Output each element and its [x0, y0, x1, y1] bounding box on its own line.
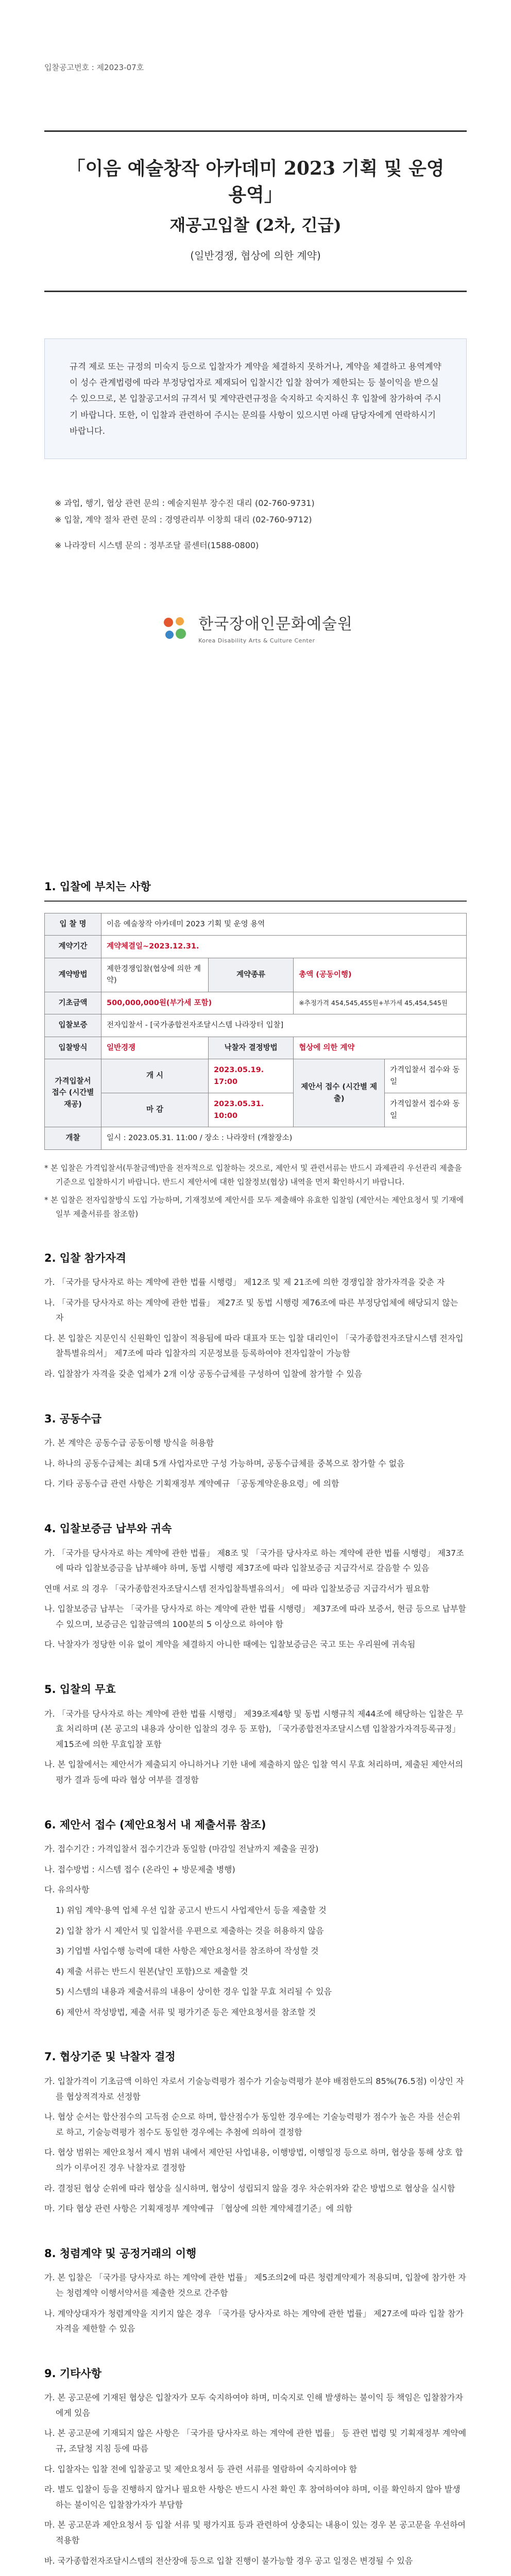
section-title: 6. 제안서 접수 (제안요청서 내 제출서류 참조) — [44, 1818, 266, 1831]
paragraph: 가. 입찰가격이 기초금액 이하인 자로서 기술능력평가 점수가 기술능력평가 분야 배점한도의 85%(76.5점) 이상인 자를 협상적격자로 선정함 — [44, 2076, 464, 2102]
table-cell: 일시 : 2023.05.31. 11:00 / 장소 : 나라장터 (개찰장소) — [101, 1127, 467, 1149]
doc-number: 입찰공고번호 : 제2023-07호 — [44, 63, 144, 72]
table-header: 낙찰자 결정방법 — [208, 1037, 293, 1059]
section-proposal-submission — [44, 1817, 467, 2020]
paragraph: 나. 협상 순서는 합산점수의 고득점 순으로 하며, 합산점수가 동일한 경우에는 기술능력평가 점수가 높은 자를 선순위로 하고, 기술능력평가 점수도 동일한 경우에는 추첨에 의하여 결정함 — [44, 2112, 461, 2137]
paragraph: 나. 하나의 공동수급체는 최대 5개 사업자로만 구성 가능하며, 공동수급체를 중복으로 참가할 수 없음 — [44, 1458, 405, 1468]
section-title: 3. 공동수급 — [44, 1412, 102, 1425]
contact-line: ※ 과업, 행기, 협상 관련 문의 : 예술지원부 장수진 대리 (02-760-9731) — [55, 498, 315, 509]
section-title: 4. 입찰보증금 납부와 귀속 — [44, 1522, 172, 1535]
section-award — [44, 2048, 467, 2216]
doc-subtitle: 재공고입찰 (2차, 긴급) — [169, 215, 342, 235]
paragraph: 나. 접수방법 : 시스템 접수 (온라인 + 방문제출 병행) — [44, 1864, 235, 1874]
paragraph: 가. 본 계약은 공동수급 공동이행 방식을 허용함 — [44, 1438, 214, 1448]
org-logo-name: 한국장애인문화예술원 — [198, 615, 353, 633]
paragraph: 가. 「국가를 당사자로 하는 계약에 관한 법률 시행령」 제39조제4항 및 동법 시행규칙 제44조에 해당하는 입찰은 무효 처리하며 (본 공고의 내용과 상이한 입찰의 경우 등 포함), 「국가종합전자조달시스템 입찰참가자격등록규정」 제15조에 의한 무효입찰 포함 — [44, 1708, 464, 1749]
section-misc — [44, 2365, 467, 2568]
paragraph: 다. 본 입찰은 지문인식 신원확인 입찰이 적용됨에 따라 대표자 또는 입찰 대리인이 「국가종합전자조달시스템 전자입찰특별유의서」 제7조에 따라 입찰자의 지문정보를 등록하여야 전자입찰이 가능함 — [44, 1333, 464, 1359]
paragraph: 마. 기타 협상 관련 사항은 기획재정부 계약예규 「협상에 의한 계약체결기준」에 의함 — [44, 2204, 352, 2214]
table-header: 입찰방식 — [45, 1037, 101, 1059]
paragraph: 가. 「국가를 당사자로 하는 계약에 관한 법률 시행령」 제12조 및 제 21조에 의한 경쟁입찰 참가자격을 갖춘 자 — [44, 1277, 445, 1287]
contact-line: ※ 나라장터 시스템 문의 : 정부조달 콜센터(1588-0800) — [55, 540, 259, 551]
section-title: 7. 협상기준 및 낙찰자 결정 — [44, 2050, 176, 2063]
paragraph: 가. 본 공고문에 기재된 협상은 입찰자가 모두 숙지하여야 하며, 미숙지로 인해 발생하는 불이익 등 책임은 입찰참가자에게 있음 — [44, 2393, 463, 2418]
paragraph: 3) 기업별 사업수행 능력에 대한 사항은 제안요청서를 참조하여 작성할 것 — [56, 1946, 319, 1956]
table-header: 입찰보증 — [45, 1014, 101, 1037]
table-header: 개 시 — [101, 1059, 209, 1093]
notes — [44, 1161, 467, 1221]
paragraph: 다. 유의사항 — [44, 1885, 90, 1895]
table-header: 가격입찰서 접수 (시간별 재공) — [45, 1059, 101, 1127]
paragraph: 다. 협상 범위는 제안요청서 제시 범위 내에서 제안된 사업내용, 이행방법, 이행일정 등으로 하며, 협상을 통해 상호 합의가 이루어진 경우 낙찰자로 결정함 — [44, 2147, 463, 2173]
table-header: 마 감 — [101, 1093, 209, 1127]
table-cell: ※추정가격 454,545,455원+부가세 45,454,545원 — [294, 992, 467, 1014]
table-cell: 2023.05.19. 17:00 — [208, 1059, 293, 1093]
table-header: 입 찰 명 — [45, 913, 101, 935]
table-header: 제안서 접수 (시간별 제출) — [294, 1059, 385, 1127]
title-box — [44, 130, 467, 292]
paragraph: 마. 본 공고문과 제안요청서 등 입찰 서류 및 평가지표 등과 관련하여 상충되는 내용이 있는 경우 본 공고문을 우선하여 적용함 — [44, 2520, 466, 2545]
table-header: 계약종류 — [208, 958, 293, 992]
table-header: 계약방법 — [45, 958, 101, 992]
section-joint-contract — [44, 1411, 467, 1492]
contact-line: ※ 입찰, 계약 절차 관련 문의 : 경영관리부 이창희 대리 (02-760-9712) — [55, 515, 312, 525]
section-title: 5. 입찰의 무효 — [44, 1683, 116, 1696]
paragraph: 바. 국가종합전자조달시스템의 전산장애 등으로 입찰 진행이 불가능할 경우 공고 일정은 변경될 수 있음 — [44, 2555, 413, 2566]
paragraph: 6) 제안서 작성방법, 제출 서류 및 평가기준 등은 제안요청서를 참조할 것 — [56, 2007, 316, 2017]
paragraph: 라. 결정된 협상 순위에 따라 협상을 실시하며, 협상이 성립되지 않을 경우 차순위자와 같은 방법으로 협상을 실시함 — [44, 2183, 455, 2193]
table-cell: 계약체결일~2023.12.31. — [101, 936, 467, 958]
table-header: 개찰 — [45, 1127, 101, 1149]
section-title: 1. 입찰에 부치는 사항 — [44, 878, 467, 902]
section-title: 9. 기타사항 — [44, 2367, 102, 2380]
paragraph: 나. 본 공고문에 기재되지 않은 사항은 「국가를 당사자로 하는 계약에 관한 법률」 등 관련 법령 및 기획재정부 계약예규, 조달청 지침 등에 따름 — [44, 2428, 467, 2454]
paragraph: 다. 입찰자는 입찰 전에 입찰공고 및 제안요청서 등 관련 서류를 열람하여 숙지하여야 함 — [44, 2464, 357, 2474]
paragraph: 라. 별도 입찰이 등을 진행하지 않거나 필요한 사항은 반드시 사전 확인 후 참여하여야 하며, 이를 확인하지 않아 발생하는 불이익은 입찰참가자가 부담함 — [44, 2484, 461, 2510]
section-eligibility — [44, 1250, 467, 1382]
paragraph: 2) 입찰 참가 시 제안서 및 입찰서를 우편으로 제출하는 것을 허용하지 않음 — [56, 1925, 324, 1936]
table-header: 기초금액 — [45, 992, 101, 1014]
paragraph: 가. 접수기간 : 가격입찰서 접수기간과 동일함 (마감일 전날까지 제출을 권장) — [44, 1844, 319, 1854]
table-cell: 이음 예술창작 아카데미 2023 기획 및 운영 용역 — [101, 913, 467, 935]
paragraph: 1) 위임 계약·용역 업체 우선 입찰 공고시 반드시 사업제안서 등을 제출할 것 — [56, 1905, 327, 1915]
org-logo-icon — [158, 612, 191, 645]
section-integrity — [44, 2245, 467, 2336]
paragraph: 다. 낙찰자가 정당한 이유 없이 계약을 체결하지 아니한 때에는 입찰보증금은 국고 또는 우리원에 귀속됨 — [44, 1639, 416, 1650]
paragraph: 4) 제출 서류는 반드시 원본(날인 포함)으로 제출할 것 — [56, 1966, 248, 1976]
doc-title: 「이음 예술창작 아카데미 2023 기획 및 운영 용역」 — [66, 158, 445, 206]
section-title: 2. 입찰 참가자격 — [44, 1251, 126, 1264]
section-title: 8. 청렴계약 및 공정거래의 이행 — [44, 2247, 197, 2260]
table-cell: 2023.05.31. 10:00 — [208, 1093, 293, 1127]
paragraph: 라. 입찰참가 자격을 갖춘 업체가 2개 이상 공동수급체를 구성하여 입찰에 참가할 수 있음 — [44, 1369, 363, 1379]
table-cell: 가격입찰서 접수와 동일 — [385, 1059, 467, 1093]
table-cell: 500,000,000원(부가세 포함) — [101, 992, 294, 1014]
section-bid-items — [44, 878, 467, 1221]
paragraph: 연매 서로 의 경우 「국가종합전자조달시스템 전자입찰특별유의서」 에 따라 입찰보증금 지급각서가 필요함 — [44, 1583, 430, 1594]
table-cell: 가격입찰서 접수와 동일 — [385, 1093, 467, 1127]
section-invalid-bids — [44, 1681, 467, 1788]
paragraph: 다. 기타 공동수급 관련 사항은 기획재정부 계약예규 「공동계약운용요령」에 의함 — [44, 1479, 339, 1489]
table-cell: 일반경쟁 — [101, 1037, 209, 1059]
doc-title-note: (일반경쟁, 협상에 의한 계약) — [190, 249, 321, 262]
note-item: * 본 입찰은 전자입찰방식 도입 가능하며, 기재정보에 제안서를 모두 제출해야 유효한 입찰임 (제안서는 제안요청서 및 기재에 일부 제출서류를 참조함) — [44, 1195, 464, 1218]
contact-list — [44, 495, 467, 554]
table-cell: 협상에 의한 계약 — [294, 1037, 467, 1059]
paragraph: 가. 「국가를 당사자로 하는 계약에 관한 법률」 제8조 및 「국가를 당사자로 하는 계약에 관한 법률 시행령」 제37조에 따라 입찰보증금을 납부해야 하며, 동법 시행령 제37조에 따라 입찰보증금 지급각서로 갈음할 수 있음 — [44, 1548, 464, 1573]
bid-info-table — [44, 913, 467, 1150]
table-cell: 전자입찰서 - [국가종합전자조달시스템 나라장터 입찰] — [101, 1014, 467, 1037]
org-logo-english: Korea Disability Arts & Culture Center — [198, 637, 315, 645]
table-cell: 총액 (공동이행) — [294, 958, 467, 992]
section-bid-deposit — [44, 1520, 467, 1652]
paragraph: 나. 본 입찰에서는 제안서가 제출되지 아니하거나 기한 내에 제출하지 않은 입찰 역시 무효 처리하며, 제출된 제안서의 평가 결과 등에 따라 협상 여부를 결정함 — [44, 1759, 463, 1785]
table-header: 계약기간 — [45, 936, 101, 958]
paragraph: 나. 계약상대자가 청렴계약을 지키지 않은 경우 「국가를 당사자로 하는 계약에 관한 법률」 제27조에 따라 입찰 참가자격을 제한할 수 있음 — [44, 2308, 464, 2334]
org-logo — [44, 600, 467, 657]
paragraph: 나. 입찰보증금 납부는 「국가를 당사자로 하는 계약에 관한 법률 시행령」 제37조에 따라 보증서, 현금 등으로 납부할 수 있으며, 보증금은 입찰금액의 100분의 5 이상으로 하여야 함 — [44, 1604, 466, 1629]
paragraph: 5) 시스템의 내용과 제출서류의 내용이 상이한 경우 입찰 무효 처리될 수 있음 — [56, 1987, 332, 1997]
paragraph: 가. 본 입찰은 「국가를 당사자로 하는 계약에 관한 법률」 제5조의2에 따른 청렴계약제가 적용되며, 입찰에 참가한 자는 청렴계약 이행서약서를 제출한 것으로 간주함 — [44, 2273, 466, 2298]
table-cell: 제한경쟁입찰(협상에 의한 계약) — [101, 958, 209, 992]
paragraph: 나. 「국가를 당사자로 하는 계약에 관한 법률」 제27조 및 동법 시행령 제76조에 따른 부정당업체에 해당되지 않는 자 — [44, 1297, 458, 1323]
note-item: * 본 입찰은 가격입찰서(투찰금액)만을 전자적으로 입찰하는 것으로, 제안서 및 관련서류는 반드시 과제관리 우선관리 제출을 기준으로 입찰하시기 바랍니다. 반드시 제안서에 대한 입찰정보(협상) 내역을 먼저 확인하시기 바랍니다. — [44, 1163, 462, 1187]
notice-box: 규격 제로 또는 규정의 미숙지 등으로 입찰자가 계약을 체결하지 못하거나, 계약을 체결하고 용역계약이 성수 관계법령에 따라 부정당업자로 제재되어 입찰시간 입찰 참여가 제한되는 등 불이익을 받으실 수 있으므로, 본 입찰공고서의 규격서 및 계약관련규정을 숙지하고 숙지하신 후 입찰에 참가하여 주시기 바랍니다. 또한, 이 입찰과 관련하여 주시는 문의를 사항이 있으시면 아래 담당자에게 연락하시기 바랍니다. — [44, 338, 467, 460]
